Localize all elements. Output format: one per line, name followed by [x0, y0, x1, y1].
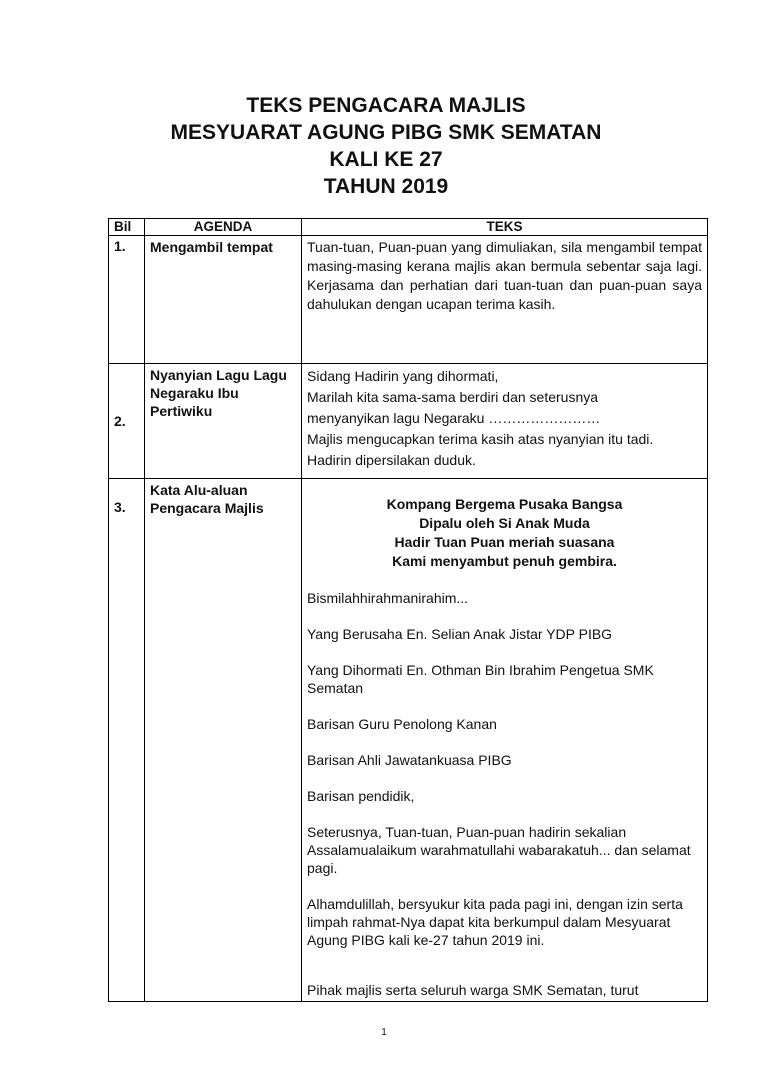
row-number: 1. [109, 236, 145, 364]
paragraph: Seterusnya, Tuan-tuan, Puan-puan hadirin sekalian Assalamualaikum warahmatullahi wabarakatuh... dan selamat pagi. [307, 824, 691, 876]
verse-line: Dipalu oleh Si Anak Muda [419, 515, 590, 531]
text-line: Majlis mengucapkan terima kasih atas nyanyian itu tadi. [307, 431, 654, 447]
table-header-row [109, 219, 708, 236]
title-line: MESYUARAT AGUNG PIBG SMK SEMATAN [170, 121, 602, 144]
paragraph: Barisan Guru Penolong Kanan [307, 716, 497, 732]
paragraph: Bismilahhirahmanirahim... [307, 590, 469, 606]
verse-line: Kami menyambut penuh gembira. [392, 553, 617, 569]
text-line: menyanyikan lagu Negaraku …………………… [307, 410, 601, 426]
paragraph: Barisan Ahli Jawatankuasa PIBG [307, 752, 512, 768]
row-agenda: Kata Alu-aluan Pengacara Majlis [145, 479, 302, 1002]
text-line: Hadirin dipersilakan duduk. [307, 452, 476, 468]
row-text [302, 479, 708, 1002]
table-row [109, 364, 708, 479]
paragraph: Barisan pendidik, [307, 788, 415, 804]
paragraph: Alhamdulillah, bersyukur kita pada pagi ini, dengan izin serta limpah rahmat-Nya dapat kita berkumpul dalam Mesyuarat Agung PIBG kali ke-27 tahun 2019 ini. [307, 896, 683, 948]
header-teks: TEKS [302, 219, 708, 236]
text-line: Sidang Hadirin yang dihormati, [307, 368, 499, 384]
paragraph: Pihak majlis serta seluruh warga SMK Sematan, turut [307, 982, 639, 998]
header-bil: Bil [109, 219, 145, 236]
paragraph: Yang Berusaha En. Selian Anak Jistar YDP PIBG [307, 626, 613, 642]
row-agenda: Mengambil tempat [145, 236, 302, 364]
agenda-table [108, 218, 708, 1002]
table-row [109, 236, 708, 364]
verse-line: Kompang Bergema Pusaka Bangsa [386, 496, 623, 512]
verse-line: Hadir Tuan Puan meriah suasana [394, 534, 615, 550]
row-text [302, 364, 708, 479]
title-line: KALI KE 27 [329, 148, 443, 171]
table-row [109, 479, 708, 1002]
pantun-verse [307, 495, 702, 571]
row-text: Tuan-tuan, Puan-puan yang dimuliakan, sila mengambil tempat masing-masing kerana majlis akan bermula sebentar saja lagi. Kerjasama dan perhatian dari tuan-tuan dan puan-puan saya dahulukan dengan ucapan terima kasih. [302, 236, 708, 364]
paragraph: Yang Dihormati En. Othman Bin Ibrahim Pengetua SMK Sematan [307, 662, 654, 696]
title-line: TEKS PENGACARA MAJLIS [246, 94, 526, 117]
header-agenda: AGENDA [145, 219, 302, 236]
row-number: 2. [109, 364, 145, 479]
document-title [0, 92, 768, 200]
page-number: 1 [381, 1027, 387, 1038]
row-number: 3. [109, 479, 145, 1002]
text-line: Marilah kita sama-sama berdiri dan seterusnya [307, 389, 599, 405]
row-agenda: Nyanyian Lagu Lagu Negaraku Ibu Pertiwiku [145, 364, 302, 479]
title-line: TAHUN 2019 [323, 175, 449, 198]
